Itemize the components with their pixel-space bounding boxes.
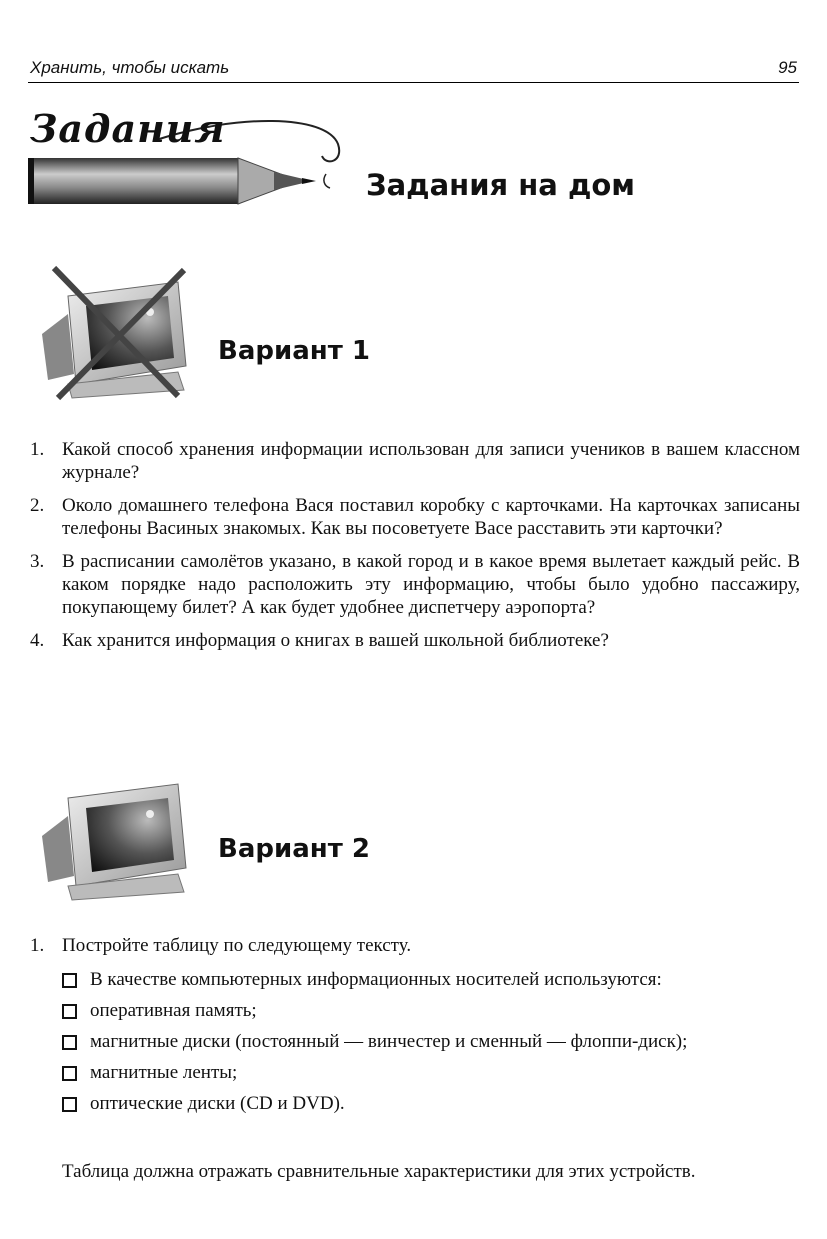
- list-item: [62, 968, 800, 991]
- banner-logo-text: Задания: [30, 106, 226, 151]
- task-text: В расписании самолётов указано, в какой город и в какое время вылетает каждый рейс. В каком порядке надо расположить эту информацию, чтобы было удобно пассажиру, покупающему билет? А как будет удобнее диспетчеру аэропорта?: [62, 551, 800, 618]
- checkbox-bullet-icon: [62, 973, 77, 988]
- task-text: Около домашнего телефона Вася поставил коробку с карточками. На карточках записаны телефоны Васиных знакомых. Как вы посоветуете Васе расставить эти карточки?: [62, 495, 800, 539]
- list-item: [62, 999, 800, 1022]
- header-section-title: Хранить, чтобы искать: [30, 58, 230, 77]
- page-title: Задания на дом: [366, 168, 635, 202]
- closing-paragraph: Таблица должна отражать сравнительные характеристики для этих устройств.: [62, 1161, 696, 1182]
- task-text: Как хранится информация о книгах в вашей школьной библиотеке?: [62, 630, 609, 651]
- variant-1-task-list: [30, 438, 800, 662]
- list-item: [62, 1061, 800, 1084]
- task-number: 1.: [30, 935, 45, 956]
- variant-2-title: Вариант 2: [218, 834, 370, 864]
- list-item: [30, 550, 800, 619]
- task-number: 4.: [30, 630, 45, 651]
- task-number: 3.: [30, 551, 45, 572]
- bullet-text: магнитные ленты;: [90, 1062, 238, 1083]
- variant-2-bullet-list: [62, 968, 800, 1123]
- checkbox-bullet-icon: [62, 1066, 77, 1081]
- list-item: [30, 934, 800, 957]
- list-item: [62, 1092, 800, 1115]
- checkbox-bullet-icon: [62, 1097, 77, 1112]
- list-item: [30, 438, 800, 484]
- header-page-number: 95: [778, 58, 797, 77]
- bullet-text: магнитные диски (постоянный — винчестер и сменный — флоппи-диск);: [90, 1031, 688, 1052]
- task-text: Постройте таблицу по следующему тексту.: [62, 935, 412, 956]
- crossed-monitor-icon: [28, 262, 198, 402]
- checkbox-bullet-icon: [62, 1035, 77, 1050]
- list-item: [30, 629, 800, 652]
- task-number: 1.: [30, 439, 45, 460]
- list-item: [30, 494, 800, 540]
- header-rule: [28, 82, 799, 83]
- list-item: [62, 1030, 800, 1053]
- variant-2-task-list: [30, 934, 800, 967]
- monitor-icon: [28, 764, 198, 904]
- checkbox-bullet-icon: [62, 1004, 77, 1019]
- bullet-text: В качестве компьютерных информационных носителей используются:: [90, 969, 662, 990]
- variant-1-title: Вариант 1: [218, 336, 370, 366]
- task-text: Какой способ хранения информации использован для записи учеников в вашем классном журнале?: [62, 439, 800, 483]
- bullet-text: оперативная память;: [90, 1000, 257, 1021]
- bullet-text: оптические диски (CD и DVD).: [90, 1093, 345, 1114]
- task-number: 2.: [30, 495, 45, 516]
